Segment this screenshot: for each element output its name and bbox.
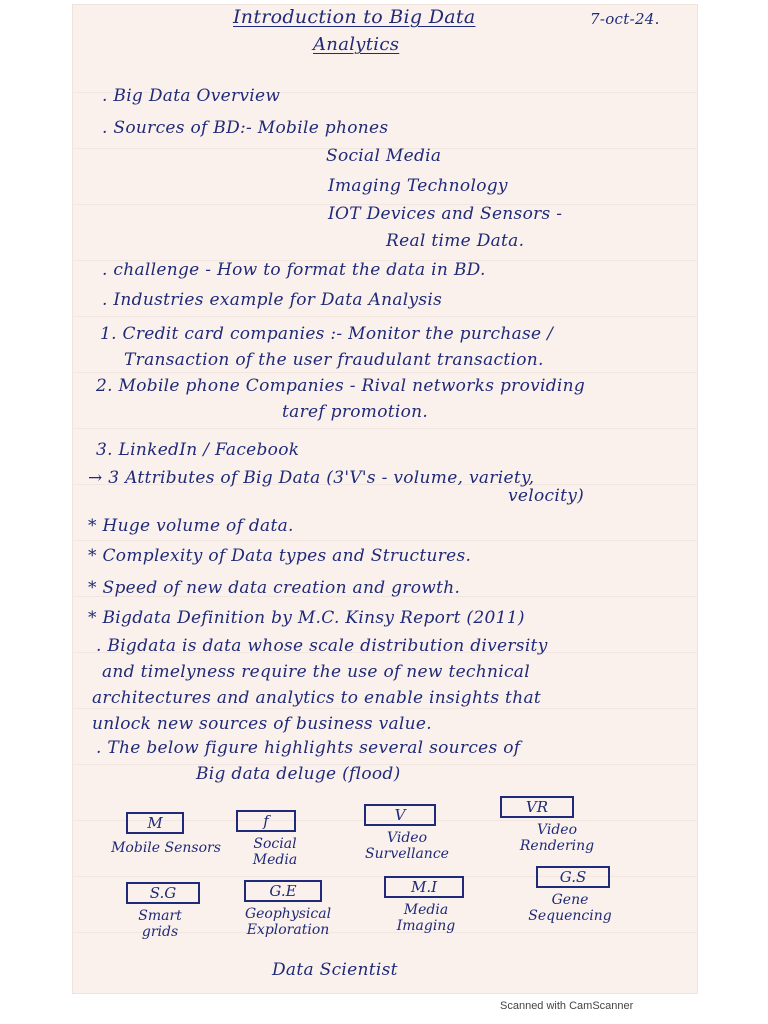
note-line: velocity) <box>508 486 585 506</box>
source-caption: Media Imaging <box>396 902 456 934</box>
source-caption: Gene Sequencing <box>528 892 612 924</box>
note-line: architectures and analytics to enable insights that <box>92 688 542 708</box>
ruled-line <box>72 540 698 541</box>
source-caption: Smart grids <box>138 908 182 940</box>
page-title-line2: Analytics <box>313 34 400 55</box>
data-scientist-label: Data Scientist <box>272 960 398 980</box>
source-box-media-imaging: M.I <box>384 876 464 898</box>
ruled-line <box>72 372 698 373</box>
source-caption: Geophysical Exploration <box>244 906 332 938</box>
source-box-video: V <box>364 804 436 826</box>
note-line: taref promotion. <box>282 402 429 422</box>
page-title: Introduction to Big Data <box>233 6 476 28</box>
note-line: → 3 Attributes of Big Data (3'V's - volume, variety, <box>88 468 535 488</box>
note-line: * Bigdata Definition by M.C. Kinsy Report (2011) <box>88 608 525 628</box>
source-box-smart-grids: S.G <box>126 882 200 904</box>
note-line: . Bigdata is data whose scale distribution diversity <box>96 636 548 656</box>
source-caption: Mobile Sensors <box>111 840 221 856</box>
note-line: and timelyness require the use of new technical <box>102 662 530 682</box>
ruled-line <box>72 708 698 709</box>
source-box-gene: G.S <box>536 866 610 888</box>
source-caption: Video Survellance <box>365 830 449 862</box>
note-line: Real time Data. <box>386 231 525 251</box>
note-line: unlock new sources of business value. <box>92 714 432 734</box>
source-box-social: f <box>236 810 296 832</box>
source-box-geophysical: G.E <box>244 880 322 902</box>
note-line: Social Media <box>326 146 442 166</box>
note-line: Transaction of the user fraudulant transaction. <box>124 350 544 370</box>
note-line: . challenge - How to format the data in BD. <box>102 260 486 280</box>
note-line: . Big Data Overview <box>102 86 281 106</box>
source-caption: Social Media <box>252 836 298 868</box>
source-caption: Video Rendering <box>519 822 595 854</box>
source-box-vr: VR <box>500 796 574 818</box>
ruled-line <box>72 428 698 429</box>
note-line: 1. Credit card companies :- Monitor the purchase / <box>100 324 554 344</box>
note-line: Big data deluge (flood) <box>196 764 401 784</box>
source-box-mobile: M <box>126 812 184 834</box>
note-line: . The below figure highlights several sources of <box>96 738 521 758</box>
scanner-watermark: Scanned with CamScanner <box>500 1000 634 1012</box>
note-line: 2. Mobile phone Companies - Rival networks providing <box>96 376 586 396</box>
note-line: . Industries example for Data Analysis <box>102 290 443 310</box>
note-line: 3. LinkedIn / Facebook <box>96 440 300 460</box>
note-line: IOT Devices and Sensors - <box>328 204 563 224</box>
note-line: * Huge volume of data. <box>88 516 294 536</box>
note-line: . Sources of BD:- Mobile phones <box>102 118 389 138</box>
note-line: * Speed of new data creation and growth. <box>88 578 461 598</box>
date-label: 7-oct-24. <box>590 10 660 28</box>
ruled-line <box>72 316 698 317</box>
note-line: * Complexity of Data types and Structures. <box>88 546 472 566</box>
note-line: Imaging Technology <box>328 176 508 196</box>
